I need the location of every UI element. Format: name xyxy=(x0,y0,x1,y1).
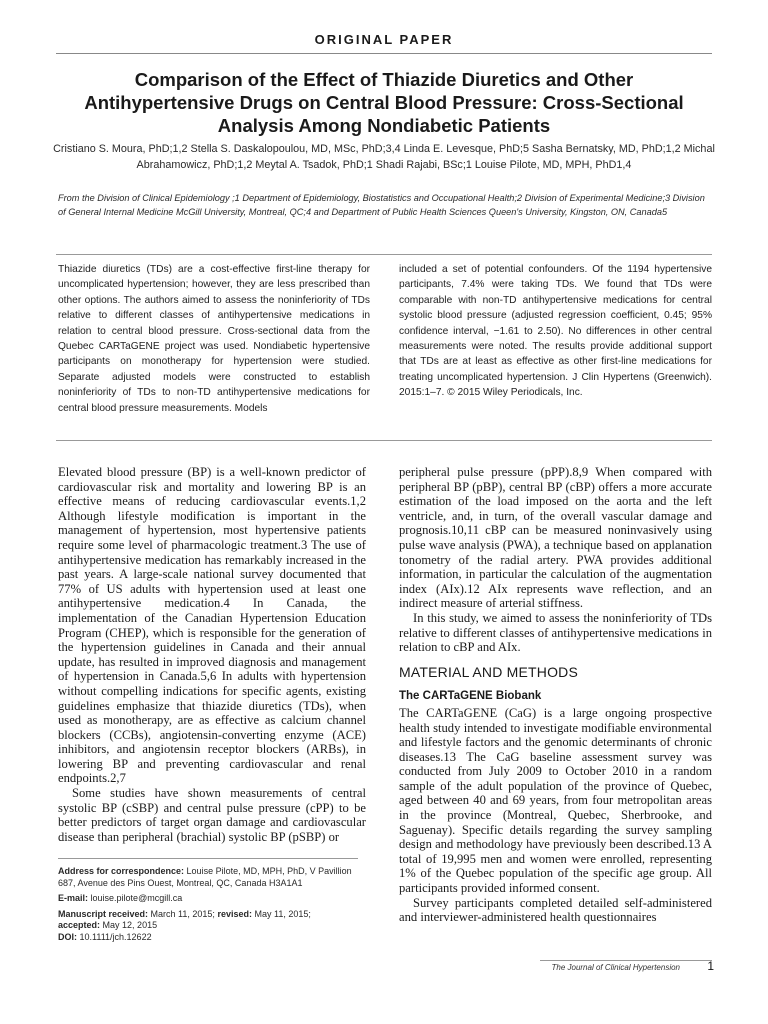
page-number: 1 xyxy=(707,959,714,973)
paper-title: Comparison of the Effect of Thiazide Diuretics and Other Antihypertensive Drugs on Central Blood Pressure: Cross-Sectional Analysis Among Nondiabetic Patients xyxy=(84,69,684,136)
address-text: Louise Pilote, MD, MPH, PhD, V Pavillion 687, Avenue des Pins Ouest, Montreal, QC, Canada H3A1A1 xyxy=(58,866,352,888)
subsection-heading: The CARTaGENE Biobank xyxy=(399,690,542,703)
footer-journal-name: The Journal of Clinical Hypertension xyxy=(551,963,680,972)
abstract-right-column: included a set of potential confounders. Of the 1194 hypertensive participants, 7.4% were taking TDs. We found that TDs were comparable with non-TD antihypertensive medications for central systolic blood pressure (adjusted regression coefficient, 0.45; 95% confidence interval, −1.61 to 2.50). No differences in other central measurements were noted. The results provide additional support that TDs are at least as effective as other first-line medications for treating uncomplicated hypertension. J Clin Hypertens (Greenwich). 2015:1–7. © 2015 Wiley Periodicals, Inc. xyxy=(399,264,712,399)
body-paragraph: Survey participants completed detailed self-administered and interviewer-administered health questionnaires xyxy=(399,895,712,925)
body-paragraph: The CARTaGENE (CaG) is a large ongoing prospective health study intended to investigate modifiable environmental and lifestyle factors and the genomic determinants of chronic diseases.13 The CaG baseline assessment survey was conducted from July 2009 to October 2010 in a random sample of the adult population of the province of Quebec, aged between 40 and 69 years, from four metropolitan areas in the province (Montreal, Quebec, Sherbrooke, and Saguenay). Specific details regarding the survey sampling design and methodology have previously been described.13 A total of 19,995 men and women were enrolled, representing 1% of the Quebec population of the specific age group. All participants provided informed consent. xyxy=(399,705,712,896)
body-left-column xyxy=(58,465,366,844)
body-paragraph: peripheral pulse pressure (pPP).8,9 When compared with peripheral BP (pBP), central BP (cBP) offers a more accurate estimation of the load imposed on the aorta and the left ventricle, and, in turn, of the overall vascular damage and prognosis.10,11 cBP can be measured noninvasively using pulse wave analysis (PWA), a technique based on applanation tonometry of the radial artery. PWA provides additional information, in particular the calculation of the augmentation index (AIx).12 AIx represents wave reflection, and an indirect measure of arterial stiffness. xyxy=(399,465,712,611)
email-link[interactable]: louise.pilote@mcgill.ca xyxy=(90,893,183,904)
body-paragraph: Elevated blood pressure (BP) is a well-known predictor of cardiovascular risk and mortality and lowering BP is an effective means of reducing cardiovascular events.1,2 Although lifestyle modification is important in the management of hypertension, most hypertensive patients require some level of pharmacologic treatment.3 The use of antihypertensive medication has remarkably increased in the past years. A large-scale national survey documented that 77% of US adults with hypertension used at least one antihypertensive medication.4 In Canada, the implementation of the Canadian Hypertension Education Program (CHEP), which is responsible for the generation of the hypertension guidelines in Canada and their annual update, has resulted in improved diagnosis and management of hypertension in Canada.5,6 In adults with hypertension without compelling indications for specific agents, existing guidelines emphasize that thiazide diuretics (TDs), when used as monotherapy, are as effective as calcium channel blockers (CCBs), angiotensin-converting enzyme (ACE) inhibitors, and angiotensin receptor blockers (ARBs), in lowering BP and preventing cardiovascular and renal endpoints.2,7 xyxy=(58,465,366,786)
affiliations: From the Division of Clinical Epidemiology ;1 Department of Epidemiology, Biostatistics and Occupational Health;2 Division of Experimental Medicine;3 Division of General Internal Medicine McGill University, Montreal, QC;4 and Department of Public Health Sciences Queen's University, Kingston, ON, Canada5 xyxy=(58,193,705,217)
revised-date: May 11, 2015; xyxy=(254,908,311,919)
doi-label: DOI: xyxy=(58,931,77,942)
section-label: ORIGINAL PAPER xyxy=(314,32,454,47)
author-list: Cristiano S. Moura, PhD;1,2 Stella S. Daskalopoulou, MD, MSc, PhD;3,4 Linda E. Levesque, PhD;5 Sasha Bernatsky, MD, PhD;1,2 Michal Abrahamowicz, PhD;1,2 Meytal A. Tsadok, PhD;1 Shadi Rajabi, BSc;1 Louise Pilote, MD, MPH, PhD1,4 xyxy=(53,143,715,171)
received-date: March 11, 2015; xyxy=(150,908,215,919)
correspondence-block xyxy=(58,866,358,948)
footer-rule xyxy=(540,960,712,961)
abstract-bottom-rule xyxy=(56,440,712,441)
abstract-top-rule xyxy=(56,254,712,255)
accepted-date: May 12, 2015 xyxy=(102,920,158,931)
body-right-column xyxy=(399,465,712,925)
address-label: Address for correspondence: xyxy=(58,866,185,876)
correspondence-rule xyxy=(58,858,358,859)
body-paragraph: Some studies have shown measurements of central systolic BP (cSBP) and central pulse pressure (cPP) to be better predictors of target organ damage and cardiovascular disease than peripheral (brachial) systolic BP (pSBP) or xyxy=(58,786,366,844)
body-paragraph: In this study, we aimed to assess the noninferiority of TDs relative to different classes of antihypertensive medications in relation to cBP and AIx. xyxy=(399,610,712,655)
doi-link[interactable]: 10.1111/jch.12622 xyxy=(79,931,152,942)
section-heading: MATERIAL AND METHODS xyxy=(399,663,579,680)
revised-label: revised: xyxy=(217,908,252,919)
email-label: E-mail: xyxy=(58,893,89,904)
abstract-left-column: Thiazide diuretics (TDs) are a cost-effective first-line therapy for uncomplicated hypertension; however, they are less prescribed than other options. The authors aimed to assess the noninferiority of TDs relative to different classes of antihypertensive medications in relation to central blood pressure. Cross-sectional data from the Quebec CARTaGENE project was used. Nondiabetic hypertensive participants on monotherapy for hypertension were studied. Separate adjusted models were constructed to establish noninferiority of TDs to non-TD antihypertensive medications for central blood pressure measurements. Models xyxy=(58,264,370,414)
header-divider xyxy=(56,53,712,54)
accepted-label: accepted: xyxy=(58,920,101,931)
received-label: Manuscript received: xyxy=(58,908,149,919)
